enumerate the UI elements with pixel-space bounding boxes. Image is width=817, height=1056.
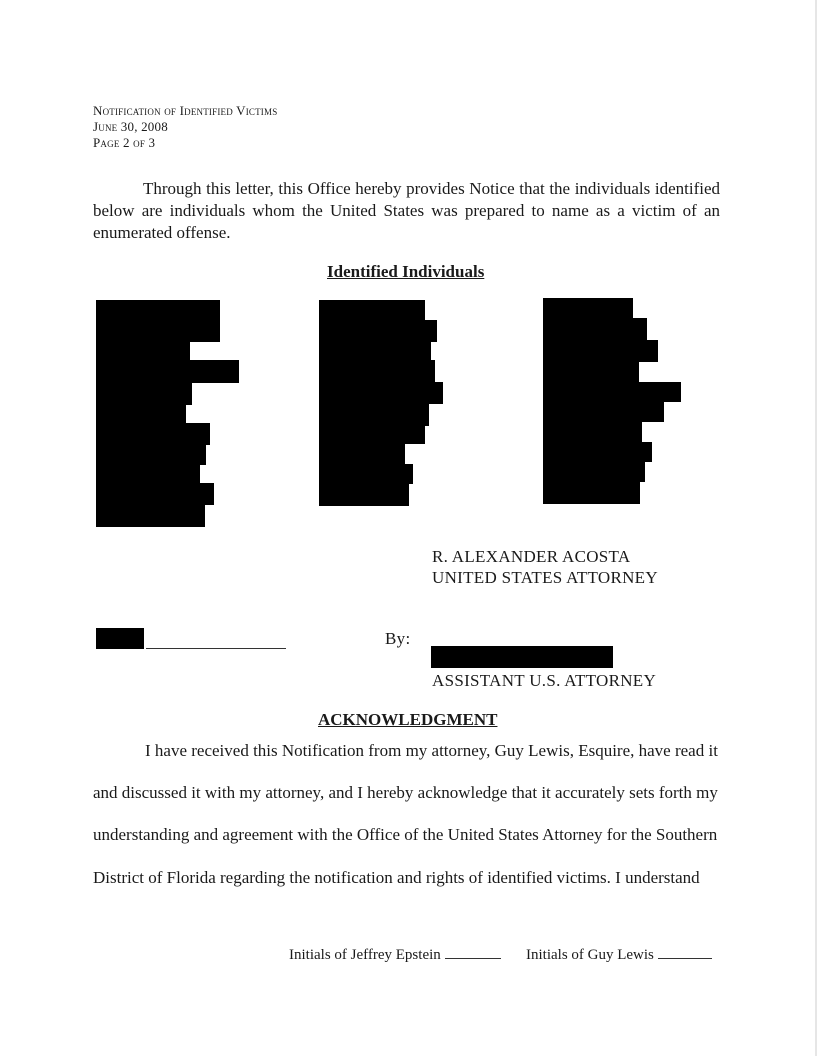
acknowledgment-line: I have received this Notification from my attorney, Guy Lewis, Esquire, have read it bbox=[145, 741, 718, 760]
us-attorney-name: R. ALEXANDER ACOSTA bbox=[432, 547, 631, 566]
redaction-block-signature-left bbox=[96, 628, 144, 649]
header-page-number: Page 2 of 3 bbox=[93, 135, 156, 150]
redaction-block bbox=[543, 442, 652, 462]
header-date: June 30, 2008 bbox=[93, 119, 168, 134]
initials-epstein-blank bbox=[445, 944, 501, 959]
redaction-block bbox=[319, 342, 431, 360]
redaction-block bbox=[96, 405, 186, 423]
redaction-block bbox=[319, 404, 429, 426]
redaction-block bbox=[319, 320, 437, 342]
redaction-block bbox=[319, 426, 425, 444]
redaction-block-ausa-name bbox=[431, 646, 613, 668]
initials-lewis-blank bbox=[658, 944, 712, 959]
redaction-block bbox=[96, 342, 190, 360]
redaction-block bbox=[543, 382, 681, 402]
redaction-block bbox=[96, 483, 214, 505]
redaction-block bbox=[319, 300, 425, 320]
redaction-block bbox=[543, 298, 633, 318]
initials-lewis-label: Initials of Guy Lewis bbox=[526, 947, 654, 963]
acknowledgment-heading: ACKNOWLEDGMENT bbox=[318, 710, 498, 729]
by-label: By: bbox=[385, 629, 411, 648]
redaction-block bbox=[543, 422, 642, 442]
redaction-block bbox=[543, 402, 664, 422]
redaction-block bbox=[96, 505, 205, 527]
redaction-block bbox=[96, 383, 192, 405]
redaction-block bbox=[96, 465, 200, 483]
redaction-block bbox=[543, 318, 647, 340]
initials-epstein bbox=[289, 944, 501, 965]
redaction-block bbox=[543, 362, 639, 382]
us-attorney-title: UNITED STATES ATTORNEY bbox=[432, 568, 658, 587]
intro-paragraph-text: Through this letter, this Office hereby provides Notice that the individuals identified below are individuals whom the United States was prepared to name as a victim of an enumerated offense. bbox=[93, 179, 720, 242]
redaction-block bbox=[319, 360, 435, 382]
redaction-block bbox=[96, 445, 206, 465]
redaction-block bbox=[96, 300, 220, 342]
assistant-attorney-title: ASSISTANT U.S. ATTORNEY bbox=[432, 671, 657, 690]
redaction-block bbox=[319, 444, 405, 464]
acknowledgment-line: understanding and agreement with the Office of the United States Attorney for the Southern bbox=[93, 825, 718, 844]
acknowledgment-line: District of Florida regarding the notification and rights of identified victims. I understand bbox=[93, 868, 700, 887]
header-title: Notification of Identified Victims bbox=[93, 103, 278, 118]
redaction-block bbox=[96, 360, 239, 383]
redaction-block bbox=[319, 484, 409, 506]
signature-line-left bbox=[146, 648, 286, 649]
redaction-block bbox=[543, 462, 645, 482]
redaction-block bbox=[543, 482, 640, 504]
redaction-block bbox=[319, 464, 413, 484]
initials-lewis bbox=[526, 944, 712, 965]
intro-paragraph bbox=[93, 178, 720, 244]
redaction-block bbox=[96, 423, 210, 445]
acknowledgment-line: and discussed it with my attorney, and I hereby acknowledge that it accurately sets forth my bbox=[93, 783, 718, 802]
redaction-block bbox=[319, 382, 443, 404]
identified-individuals-heading: Identified Individuals bbox=[327, 262, 485, 281]
initials-epstein-label: Initials of Jeffrey Epstein bbox=[289, 947, 441, 963]
redaction-block bbox=[543, 340, 658, 362]
